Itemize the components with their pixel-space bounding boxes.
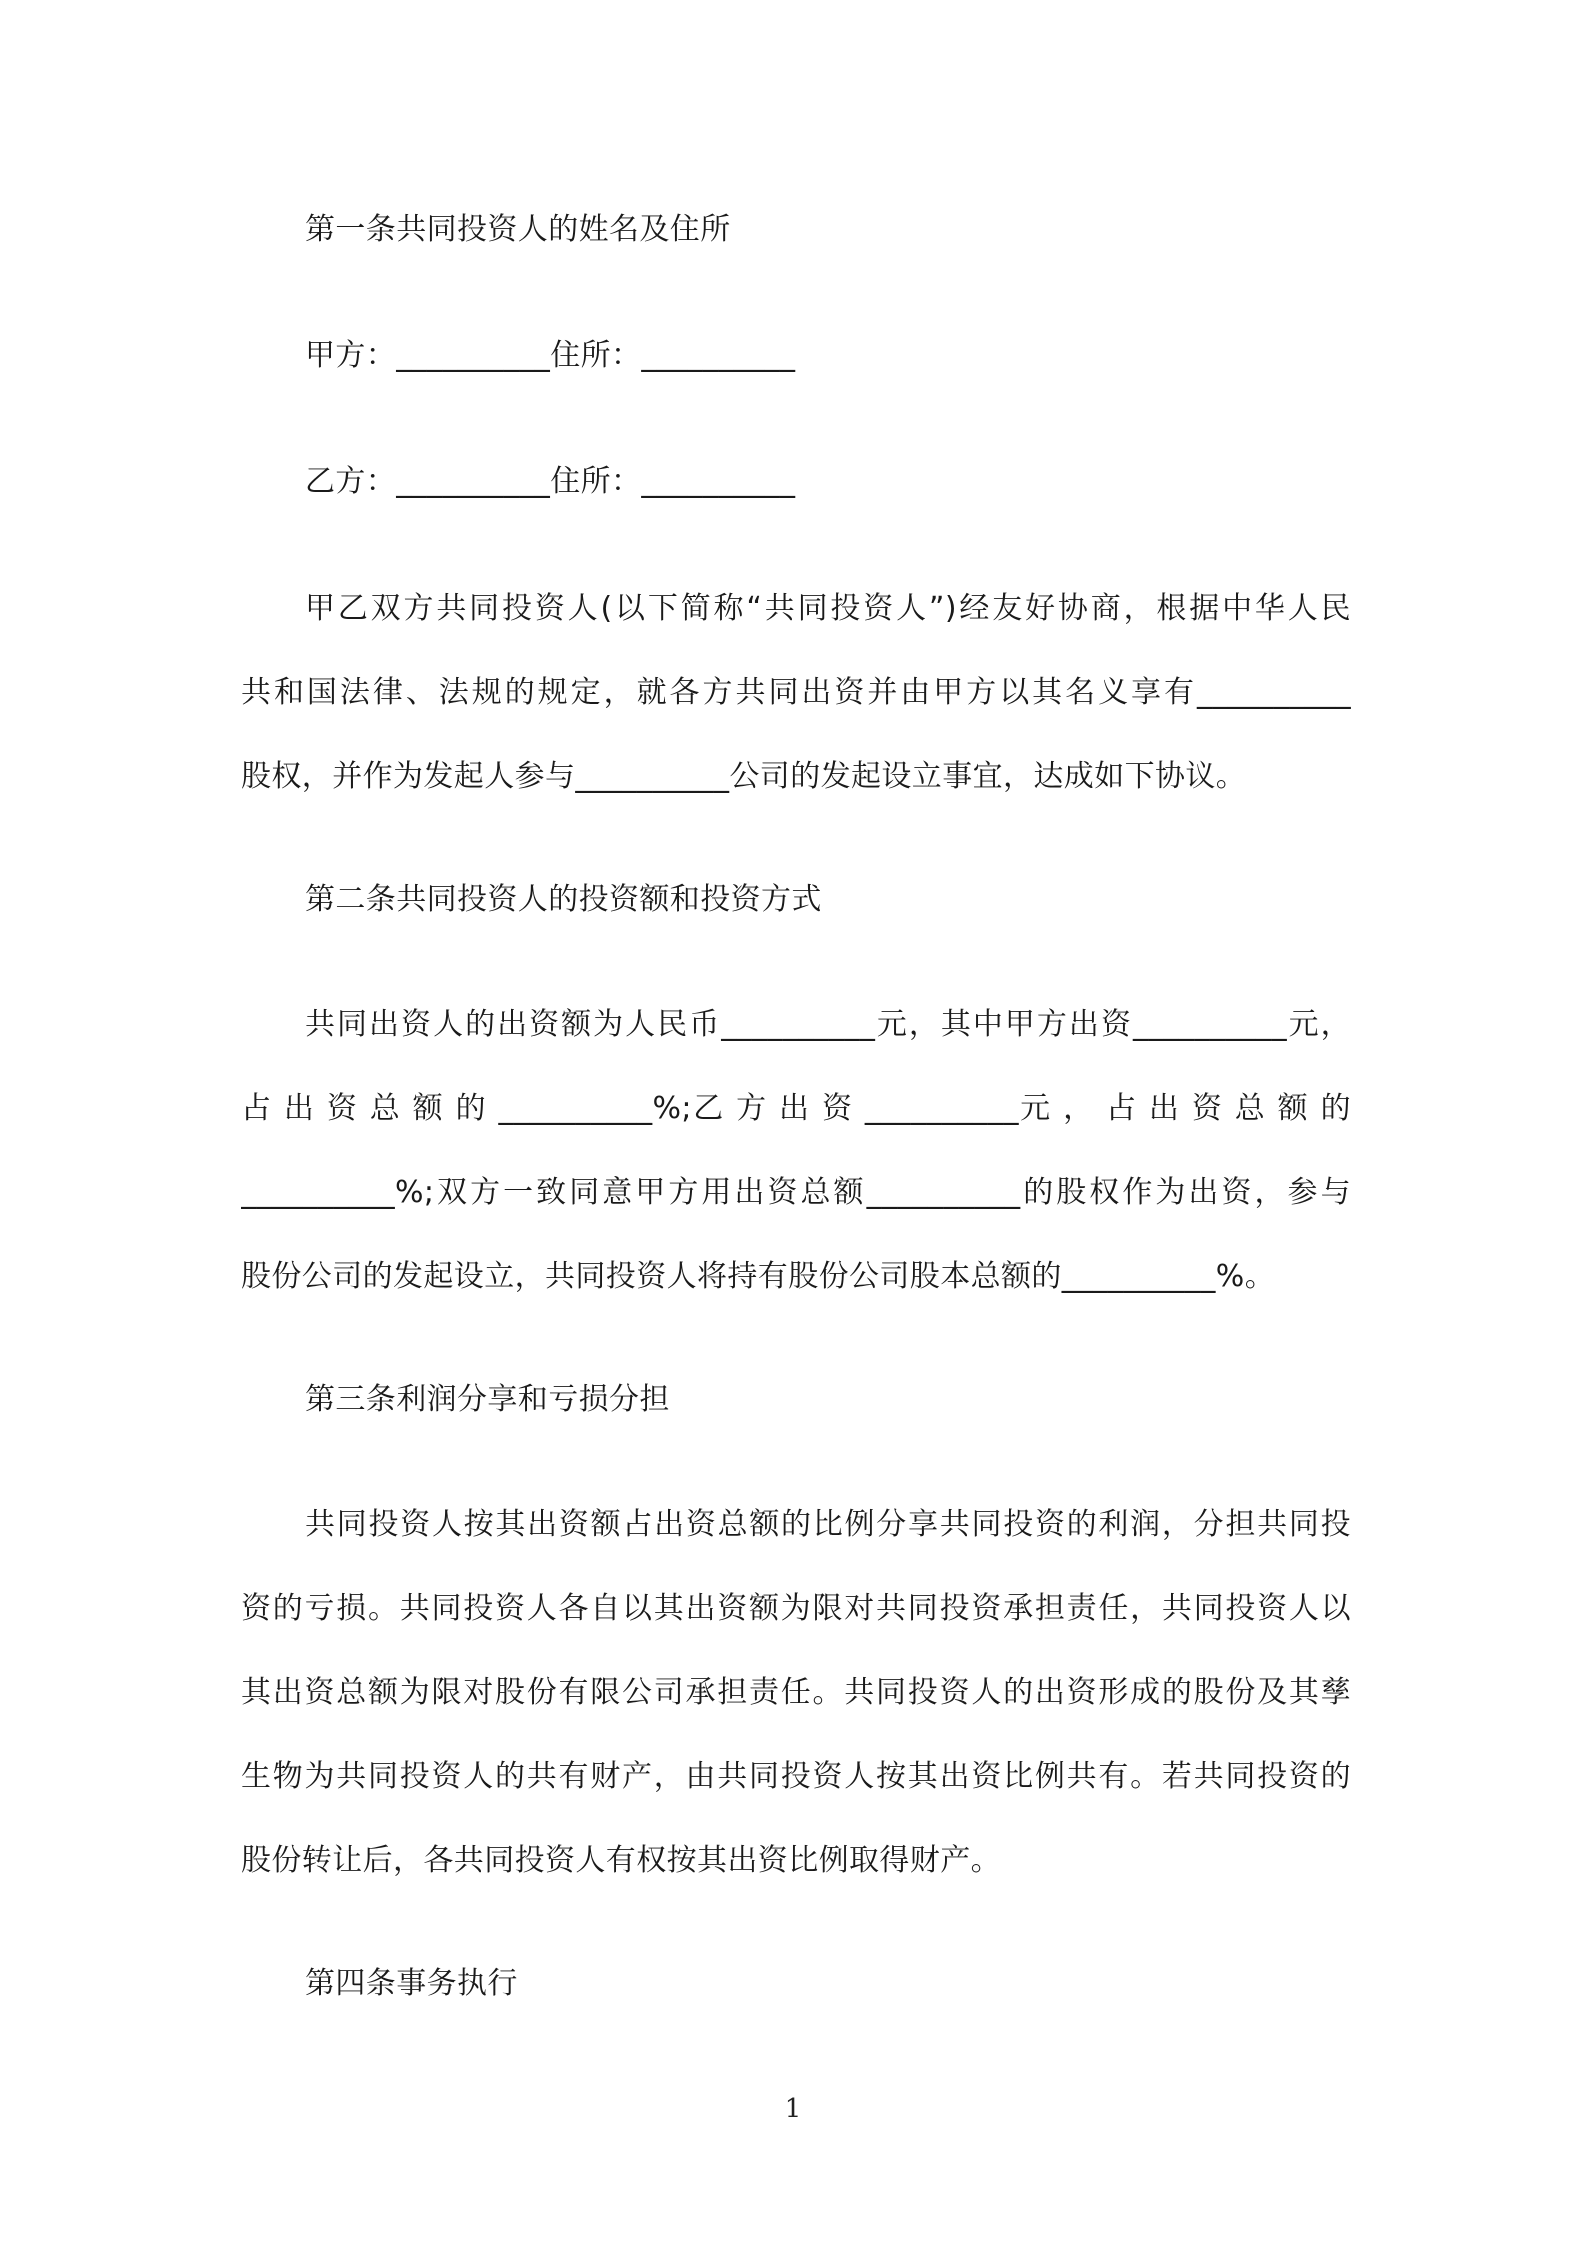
article-1-heading: 第一条共同投资人的姓名及住所 <box>305 212 731 247</box>
article-3-line-5: 股份转让后，各共同投资人有权按其出资比例取得财产。 <box>241 1843 1001 1878</box>
page-number: 1 <box>784 2094 802 2124</box>
article-2-line-4: 股份公司的发起设立，共同投资人将持有股份公司股本总额的__________%。 <box>241 1259 1276 1294</box>
party-b-line: 乙方：__________住所：__________ <box>305 464 796 499</box>
preamble-line-2: 共和国法律、法规的规定，就各方共同出资并由甲方以其名义享有__________ <box>241 675 1351 710</box>
preamble-line-3: 股权，并作为发起人参与__________公司的发起设立事宜，达成如下协议。 <box>241 759 1247 794</box>
article-3-line-1: 共同投资人按其出资额占出资总额的比例分享共同投资的利润，分担共同投 <box>305 1507 1351 1542</box>
article-2-heading: 第二条共同投资人的投资额和投资方式 <box>305 882 822 917</box>
article-3-line-3: 其出资总额为限对股份有限公司承担责任。共同投资人的出资形成的股份及其孳 <box>241 1675 1351 1710</box>
article-2-line-2: 占 出 资 总 额 的 __________%;乙 方 出 资 __________元 ， 占 出 资 总 额 的 <box>241 1091 1351 1126</box>
article-3-line-2: 资的亏损。共同投资人各自以其出资额为限对共同投资承担责任，共同投资人以 <box>241 1591 1351 1626</box>
party-a-line: 甲方：__________住所：__________ <box>305 338 796 373</box>
article-3-line-4: 生物为共同投资人的共有财产，由共同投资人按其出资比例共有。若共同投资的 <box>241 1759 1351 1794</box>
article-2-line-1: 共同出资人的出资额为人民币__________元，其中甲方出资__________元， <box>305 1007 1351 1042</box>
article-3-heading: 第三条利润分享和亏损分担 <box>305 1382 670 1417</box>
article-2-line-3: __________%;双方一致同意甲方用出资总额__________的股权作为出资，参与 <box>241 1175 1351 1210</box>
article-4-heading: 第四条事务执行 <box>305 1966 518 2001</box>
preamble-line-1: 甲乙双方共同投资人(以下简称“共同投资人”)经友好协商，根据中华人民 <box>305 591 1351 626</box>
